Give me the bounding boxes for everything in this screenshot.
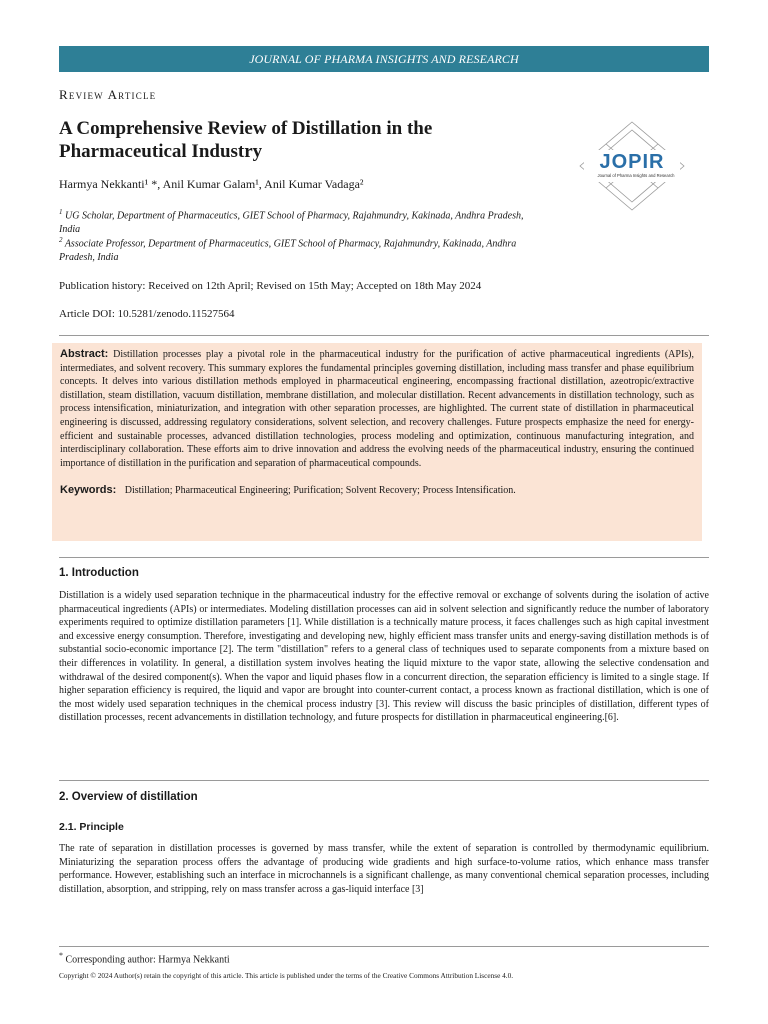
affiliation-2-mark: 2 [59,236,63,244]
logo-wordmark: JOPIR [599,151,665,173]
introduction-paragraph: Distillation is a widely used separation technique in the pharmaceutical industry for the effective removal or exchange of solvents during the isolation of active pharmaceutical ingredients (APIs) or intermediates. Modeling distillation processes can aid in solvent selection and significantly reduce the number of laboratory experiments required to optimize distillation parameters [1]. While distillation is a technically mature process, it faces challenges such as high capital investment and excessive energy consumption. Therefore, investigating and developing new, highly efficient mass transfer units and energy-saving distillation methods is of substantial socio-economic importance [2]. The term "distillation" refers to a general class of techniques used to separate components from a mixture based on their differences in volatility. In general, a distillation system involves heating the liquid mixture to the vapor state, allowing the selective condensation and withdrawal of the desired component(s). When the vapor and liquid phases flow in a concurrent direction, the separation efficiency is limited to a single stage. If higher separation efficiency is required, the liquid and vapor are brought into counter-current contact, a process known as fractional distillation, which is one of the most widely used separation techniques in the chemical process industry [3]. This review will discuss the basic principles of distillation, different types of distillation processes, recent advancements in distillation technology, and future prospects for distillation in pharmaceutical engineering.[6]. [59,590,709,724]
section-heading-overview: 2. Overview of distillation [59,791,198,803]
abstract-heading: Abstract: [60,348,109,360]
journal-logo [576,120,688,212]
article-title: A Comprehensive Review of Distillation in the Pharmaceutical Industry [59,118,433,162]
abstract-paragraph [60,348,694,470]
footnote-text: Corresponding author: Harmya Nekkanti [65,954,230,966]
keywords-heading: Keywords: [60,484,117,497]
divider [59,335,709,336]
author-list: Harmya Nekkanti¹ *, Anil Kumar Galam¹, Anil Kumar Vadaga² [59,177,364,191]
abstract-body: Distillation processes play a pivotal role in the pharmaceutical industry for the purification of active pharmaceutical ingredients (APIs), intermediates, and solvent recovery. This summary explores the fundamental principles governing distillation, including mass transfer and phase equilibrium concepts. It delves into various distillation methods employed in pharmaceutical engineering, encompassing fractional distillation, azeotropic/extractive distillation, steam distillation, vacuum distillation, membrane distillation, and molecular distillation. Recent advancements in distillation technology, such as process intensification, miniaturization, and integration with other separation processes, are highlighted. The current state of distillation in pharmaceutical engineering is discussed, addressing regulatory considerations, solvent selection, and recovery challenges. Future prospects emphasize the need for energy-efficient and sustainable processes, advanced distillation technologies, process modeling and optimization, continuous manufacturing integration, and interdisciplinary collaboration. These efforts aim to drive innovation and address the evolving needs of the pharmaceutical industry, ensuring the continued importance of distillation in the purification and separation of pharmaceutical compounds. [60,349,695,469]
copyright-notice: Copyright © 2024 Author(s) retain the copyright of this article. This article is published under the terms of the Creative Commons Attribution Liscense 4.0. [59,971,514,980]
abstract-box [52,343,702,541]
publication-history: Publication history: Received on 12th April; Revised on 15th May; Accepted on 18th May 2024 [59,280,482,292]
affiliation-1 [59,206,539,236]
article-type-label: Review Article [59,87,157,102]
footnote-mark: * [59,951,63,960]
corresponding-author-footnote [59,951,230,965]
divider [59,557,709,558]
journal-banner: JOURNAL OF PHARMA INSIGHTS AND RESEARCH [59,46,709,72]
affiliation-2-text: Associate Professor, Department of Pharmaceutics, GIET School of Pharmacy, Rajahmundry, Kakinada, Andhra Pradesh, India [59,238,517,263]
section-heading-introduction: 1. Introduction [59,567,139,579]
keywords-list: Distillation; Pharmaceutical Engineering; Purification; Solvent Recovery; Process Intensification. [124,485,516,497]
divider [59,780,709,781]
keywords-line [60,484,694,496]
article-doi: Article DOI: 10.5281/zenodo.11527564 [59,308,235,320]
logo-subtitle: Journal of Pharma Insights and Research [597,173,675,178]
principle-paragraph: The rate of separation in distillation processes is governed by mass transfer, while the extent of separation is controlled by thermodynamic equilibrium. Miniaturizing the separation process offers the advantage of producing wide gradients and high surface-to-volume ratios, which enhance mass transfer performance. However, establishing such an interface in microchannels is a significant challenge, as many conventional chemical separation processes, including distillation, absorption, and stripping, rely on mass transfer across a gas-liquid interface [3] [59,843,709,895]
subsection-heading-principle: 2.1. Principle [59,821,124,833]
affiliation-1-mark: 1 [59,208,63,216]
affiliation-1-text: UG Scholar, Department of Pharmaceutics, GIET School of Pharmacy, Rajahmundry, Kakinada, Andhra Pradesh, India [59,210,524,235]
affiliation-2 [59,234,539,264]
footnote-divider [59,946,709,947]
